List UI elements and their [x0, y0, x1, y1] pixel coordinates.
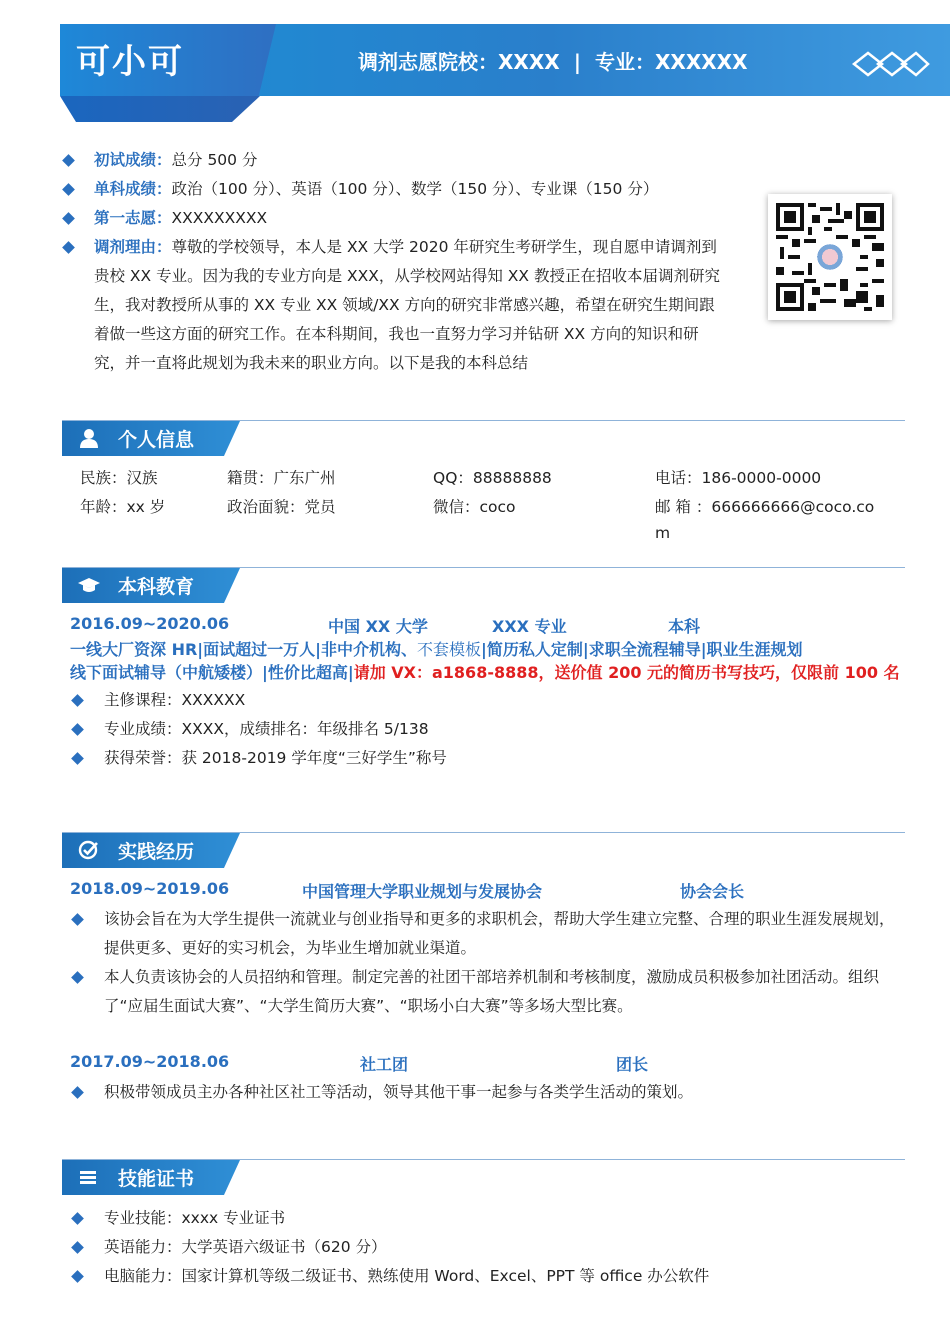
intro-label: 单科成绩： [94, 180, 172, 198]
practice-block-2 [70, 1052, 900, 1107]
intro-reason [62, 233, 722, 373]
diamond-decor-icon [850, 48, 930, 80]
practice-header-row [70, 1052, 900, 1078]
practice-role: 协会会长 [680, 882, 745, 901]
education-header-row [70, 614, 900, 640]
education-list [70, 686, 900, 773]
section-header-practice [62, 832, 905, 868]
practice-list [70, 1078, 900, 1107]
bullet-diamond-icon [62, 183, 75, 196]
edu-major: XXX 专业 [492, 617, 567, 636]
target-separator: | [573, 50, 581, 74]
list-item [70, 905, 900, 963]
intro-label: 调剂理由： [94, 238, 172, 256]
intro-section [62, 146, 722, 373]
badge-check-icon [78, 840, 100, 860]
intro-value: 政治（100 分）、英语（100 分）、数学（150 分）、专业课（150 分） [171, 180, 659, 198]
bullet-diamond-icon [71, 1086, 84, 1099]
practice-period: 2017.09~2018.06 [70, 1052, 230, 1071]
info-age: 年龄：xx 岁 [80, 498, 166, 516]
candidate-name: 可小可 [76, 42, 184, 82]
bullet-diamond-icon [71, 913, 84, 926]
info-qq: QQ：88888888 [433, 469, 552, 487]
section-title: 本科教育 [118, 576, 195, 598]
section-header-personal [62, 420, 905, 456]
section-header-skills [62, 1159, 905, 1195]
practice-period: 2018.09~2019.06 [70, 879, 230, 898]
promo-part1: 一线大厂资深 HR|面试超过一万人|非中介机构、 [70, 640, 417, 659]
intro-value: 总分 500 分 [171, 151, 258, 169]
skills-list [70, 1204, 900, 1291]
bullet-diamond-icon [62, 241, 75, 254]
graduation-cap-icon [78, 575, 100, 595]
section-header-education [62, 567, 905, 603]
info-origin: 籍贯：广东广州 [227, 469, 336, 487]
list-item [70, 1233, 900, 1262]
intro-subjects [62, 175, 722, 204]
bullet-diamond-icon [62, 154, 75, 167]
practice-list [70, 905, 900, 1021]
practice-role: 团长 [616, 1055, 649, 1074]
skills-block [70, 1204, 900, 1291]
intro-label: 第一志愿： [94, 209, 172, 227]
bullet-diamond-icon [71, 1241, 84, 1254]
promo-part3: |简历私人定制|求职全流程辅导|职业生涯规划 [481, 640, 803, 659]
target-school: 调剂志愿院校：XXXX [358, 50, 560, 74]
target-major: 专业：XXXXXX [595, 50, 748, 74]
intro-first-choice [62, 204, 722, 233]
edu-period: 2016.09~2020.06 [70, 614, 230, 633]
section-title: 实践经历 [118, 841, 195, 863]
info-politics: 政治面貌：党员 [227, 498, 336, 516]
bullet-diamond-icon [71, 752, 84, 765]
list-item-text: 专业技能：xxxx 专业证书 [104, 1209, 286, 1227]
section-title: 技能证书 [118, 1168, 195, 1190]
list-item [70, 686, 900, 715]
list-item-text: 积极带领成员主办各种社区社工等活动，领导其他干事一起参与各类学生活动的策划。 [104, 1083, 694, 1101]
qr-code-card [768, 194, 892, 320]
header-banner [60, 24, 950, 122]
target-info [358, 46, 748, 75]
practice-org: 社工团 [360, 1055, 409, 1074]
intro-score [62, 146, 722, 175]
list-item [70, 963, 900, 1021]
promo-part4: 线下面试辅导（中航矮楼）|性价比超高| [70, 663, 354, 682]
promo-red: 请加 VX：a1868-8888，送价值 200 元的简历书写技巧，仅限前 100 名 [353, 663, 900, 682]
promo-text [70, 638, 900, 684]
stack-icon [78, 1167, 100, 1187]
bullet-diamond-icon [71, 694, 84, 707]
list-item [70, 1078, 900, 1107]
practice-org: 中国管理大学职业规划与发展协会 [302, 882, 543, 901]
list-item-text: 英语能力：大学英语六级证书（620 分） [104, 1238, 387, 1256]
list-item [70, 715, 900, 744]
list-item [70, 1204, 900, 1233]
bullet-diamond-icon [71, 1270, 84, 1283]
promo-part2: 不套模板 [416, 640, 481, 659]
edu-degree: 本科 [668, 617, 701, 636]
list-item-text: 该协会旨在为大学生提供一流就业与创业指导和更多的求职机会，帮助大学生建立完整、合理的职业生涯发展规划，提供更多、更好的实习机会，为毕业生增加就业渠道。 [104, 910, 895, 957]
list-item [70, 744, 900, 773]
list-item-text: 主修课程：XXXXXX [104, 691, 246, 709]
education-block [70, 614, 900, 773]
info-ethnicity: 民族：汉族 [80, 469, 158, 487]
list-item-text: 专业成绩：XXXX，成绩排名：年级排名 5/138 [104, 720, 429, 738]
banner-tail [60, 96, 260, 122]
bullet-diamond-icon [71, 1212, 84, 1225]
bullet-diamond-icon [62, 212, 75, 225]
list-item-text: 本人负责该协会的人员招纳和管理。制定完善的社团干部培养机制和考核制度，激励成员积极参加社团活动。组织了“应届生面试大赛”、“大学生简历大赛”、“职场小白大赛”等多场大型比赛。 [104, 968, 880, 1015]
intro-value: XXXXXXXXX [171, 209, 268, 227]
intro-label: 初试成绩： [94, 151, 172, 169]
qr-code-icon [776, 202, 884, 312]
info-phone: 电话：186-0000-0000 [655, 469, 822, 487]
user-icon [78, 428, 100, 448]
list-item-text: 电脑能力：国家计算机等级二级证书、熟练使用 Word、Excel、PPT 等 office 办公软件 [104, 1267, 710, 1285]
edu-school: 中国 XX 大学 [328, 617, 428, 636]
intro-value: 尊敬的学校领导，本人是 XX 大学 2020 年研究生考研学生，现自愿申请调剂到贵校 XX 专业。因为我的专业方向是 XXX，从学校网站得知 XX 教授正在招收本届调剂研究生，我对教授所从事的 XX 专业 XX 领域/XX 方向的研究非常感兴趣，希望在研究生期间跟着做一些这方面的研究工作。在本科期间，我也一直努力学习并钻研 XX 方向的知识和研究，并一直将此规划为我未来的职业方向。以下是我的本科总结 [94, 238, 720, 372]
section-title: 个人信息 [118, 429, 195, 451]
list-item [70, 1262, 900, 1291]
info-email: 邮 箱 ：666666666@coco.com [655, 498, 875, 542]
bullet-diamond-icon [71, 971, 84, 984]
bullet-diamond-icon [71, 723, 84, 736]
info-wechat: 微信：coco [433, 498, 516, 516]
personal-info-grid [80, 465, 900, 542]
practice-block-1 [70, 879, 900, 1021]
practice-header-row [70, 879, 900, 905]
list-item-text: 获得荣誉：获 2018-2019 学年度“三好学生”称号 [104, 749, 447, 767]
